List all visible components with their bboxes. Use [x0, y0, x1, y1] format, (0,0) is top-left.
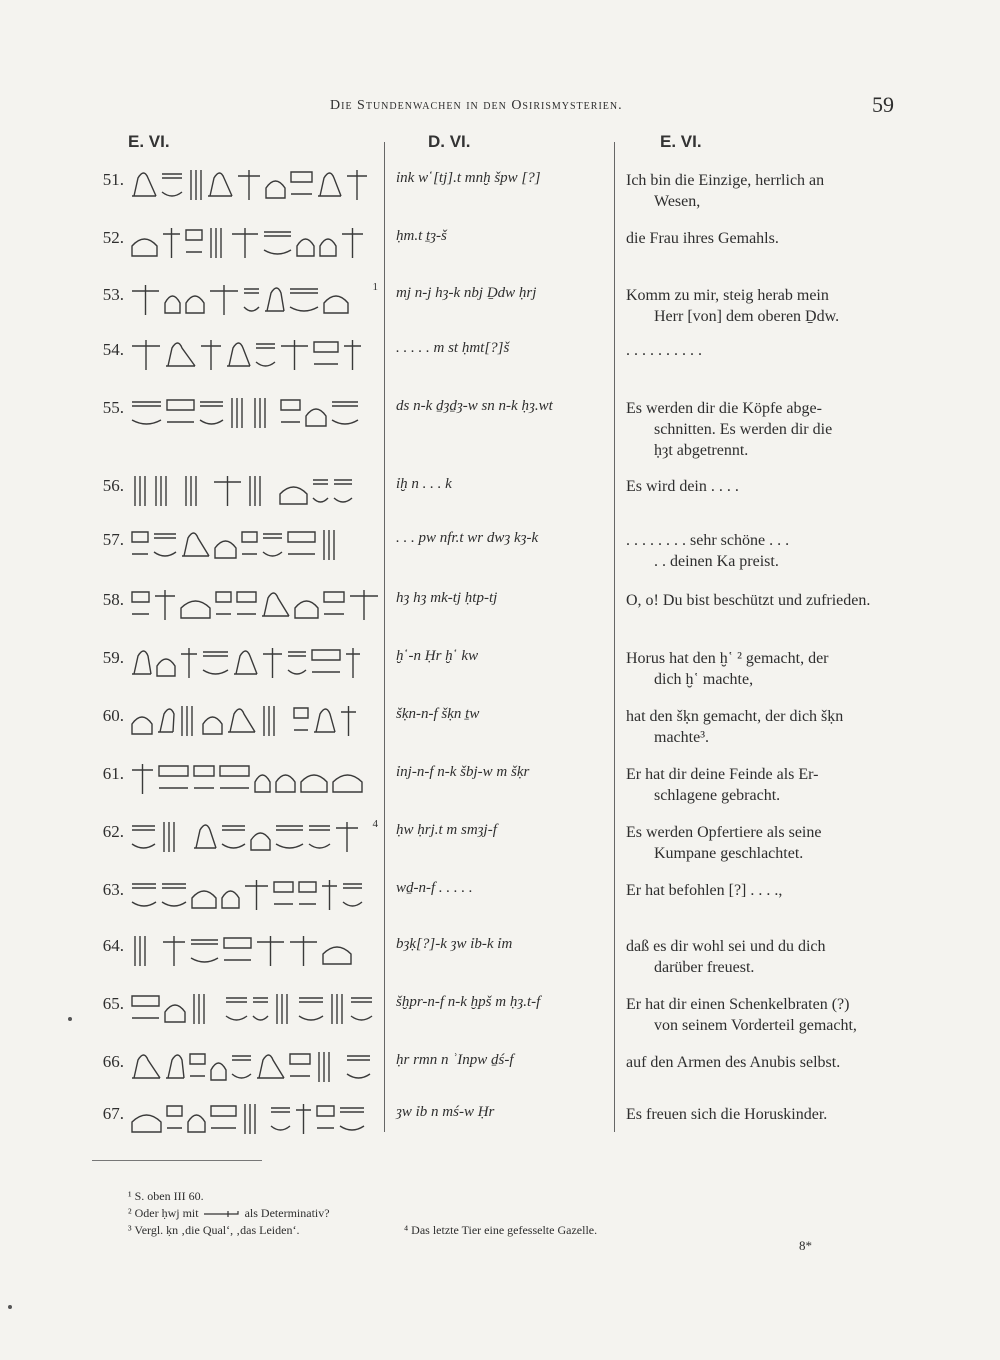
hieroglyph-group-icon [128, 586, 378, 626]
transliteration: . . . pw nfr.t wr dwȝ kȝ-k [396, 530, 539, 546]
hieroglyph-group-icon [128, 336, 378, 376]
line-number: 53. [102, 285, 124, 304]
hieroglyphs [128, 336, 378, 376]
transliteration: ds n-k ḏȝḏȝ-w sn n-k ḥȝ.wt [396, 398, 553, 414]
hieroglyphs [128, 644, 378, 684]
translation [626, 764, 896, 806]
ink-spot [8, 1305, 12, 1309]
translation [626, 476, 896, 497]
column-header-left: E. VI. [128, 132, 170, 151]
transliteration: ḥm.t ṯȝ-š [396, 228, 447, 244]
line-number: 66. [102, 1052, 124, 1071]
hieroglyph-group-icon [128, 526, 378, 566]
line-number: 65. [102, 994, 124, 1013]
transliteration: hȝ hȝ mk-tj ḥtp-tj [396, 590, 498, 606]
transliteration: ỉnk w῾[tj].t mnḫ špw [?] [396, 170, 541, 186]
ink-spot [68, 1017, 72, 1021]
line-number: 56. [102, 476, 124, 495]
hieroglyph-group-icon [128, 1048, 378, 1088]
hieroglyph-group-icon [128, 472, 378, 512]
line-number: 61. [102, 764, 124, 783]
line-number: 58. [102, 590, 124, 609]
hieroglyphs [128, 818, 378, 858]
footnote-ref: 1 [372, 281, 378, 293]
translation-line: Es freuen sich die Horuskinder. [626, 1106, 828, 1123]
transliteration: bȝḳ[?]-k ȝw ỉb-k ỉm [396, 936, 513, 952]
hieroglyph-group-icon [128, 990, 378, 1030]
translation [626, 1104, 896, 1125]
translation-line: . . . . . . . . sehr schöne . . . [626, 532, 790, 549]
header-title: Die Stundenwachen in den Osirismysterien. [330, 98, 623, 113]
translation-line: schnitten. Es werden dir die [654, 421, 833, 438]
translation-line: die Frau ihres Gemahls. [626, 230, 779, 247]
translation-line: von seinem Vorderteil gemacht, [654, 1017, 857, 1034]
hieroglyphs [128, 932, 378, 972]
transliteration: šḳn-n-f šḳn ṯw [396, 706, 480, 722]
translation-line: O, o! Du bist beschützt und zufrieden. [626, 592, 871, 609]
translation-line: Es werden dir die Köpfe abge- [626, 400, 822, 417]
translation-line: Er hat dir deine Feinde als Er- [626, 766, 819, 783]
footnote-4: ⁴ Das letzte Tier eine gefesselte Gazelle. [404, 1223, 598, 1237]
hieroglyph-group-icon [128, 702, 378, 742]
hieroglyphs [128, 166, 378, 206]
translation-line: Er hat dir einen Schenkelbraten (?) [626, 996, 850, 1013]
transliteration: ỉnj-n-f n-k šbj-w m šḳr [396, 764, 530, 780]
hieroglyphs [128, 281, 378, 321]
translation [626, 880, 896, 901]
transliteration: ḥw ḥrj.t m smȝj-f [396, 822, 497, 838]
translation-line: ḥȝt abgetrennt. [654, 442, 749, 459]
line-number: 55. [102, 398, 124, 417]
hieroglyph-group-icon [128, 760, 378, 800]
column-header-middle: D. VI. [428, 132, 471, 151]
hieroglyphs [128, 224, 378, 264]
translation-line: Horus hat den ḫ῾ ² gemacht, der [626, 650, 829, 667]
hieroglyph-group-icon [128, 644, 378, 684]
hieroglyphs [128, 876, 378, 916]
translation-line: Wesen, [654, 193, 701, 210]
page-number: 59 [872, 92, 894, 117]
transliteration: wḏ-n-f . . . . . [396, 880, 473, 896]
translation-line: . . deinen Ka preist. [654, 553, 779, 570]
translation-line: Kumpane geschlachtet. [654, 845, 804, 862]
footnote-rule [92, 1160, 262, 1161]
hieroglyphs [128, 586, 378, 626]
column-divider-left [384, 142, 385, 1132]
transliteration: ỉḫ n . . . k [396, 476, 452, 492]
hieroglyphs [128, 394, 378, 434]
column-header-right: E. VI. [660, 132, 702, 151]
translation-line: schlagene gebracht. [654, 787, 781, 804]
line-number: 52. [102, 228, 124, 247]
line-number: 59. [102, 648, 124, 667]
translation-line: Es wird dein . . . . [626, 478, 739, 495]
footnote-2-tail: als Determinativ? [244, 1206, 330, 1220]
line-number: 54. [102, 340, 124, 359]
hieroglyph-group-icon [128, 281, 378, 321]
translation-line: Er hat befohlen [?] . . . ., [626, 882, 783, 899]
hieroglyph-group-icon [128, 394, 378, 434]
translation-line: . . . . . . . . . . [626, 342, 702, 359]
translation [626, 285, 896, 327]
footnote-2 [128, 1205, 330, 1221]
translation-line: darüber freuest. [654, 959, 755, 976]
transliteration: ḥr rmn n ʾInpw ḏś-f [396, 1052, 514, 1068]
translation-line: Herr [von] dem oberen Ḏdw. [654, 308, 840, 325]
hieroglyph-group-icon [128, 166, 378, 206]
hieroglyph-group-icon [128, 818, 378, 858]
signature-mark: 8* [799, 1238, 812, 1253]
hieroglyphs [128, 526, 378, 566]
translation-line: Ich bin die Einzige, herrlich an [626, 172, 825, 189]
translation-line: Es werden Opfertiere als seine [626, 824, 822, 841]
footnote-3: ³ Vergl. ḳn ‚die Qual‘, ‚das Leiden‘. [128, 1223, 300, 1237]
column-divider-right [614, 142, 615, 1132]
translation [626, 590, 896, 611]
translation [626, 398, 896, 461]
translation [626, 170, 896, 212]
translation-line: auf den Armen des Anubis selbst. [626, 1054, 841, 1071]
translation-line: machte³. [654, 729, 709, 746]
line-number: 63. [102, 880, 124, 899]
translation [626, 340, 896, 361]
hieroglyph-group-icon [128, 224, 378, 264]
transliteration: ḫ῾-n Ḥr ḫ῾ kw [396, 648, 479, 664]
transliteration: mj n-j hȝ-k nbj Ḏdw ḥrj [396, 285, 537, 301]
translation [626, 994, 896, 1036]
hieroglyph-group-icon [128, 1100, 378, 1140]
line-number: 67. [102, 1104, 124, 1123]
hieroglyphs [128, 1048, 378, 1088]
footnote-1: ¹ S. oben III 60. [128, 1189, 204, 1203]
footnote-ref: 4 [372, 818, 378, 830]
translation-line: dich ḫ῾ machte, [654, 671, 754, 688]
translation-line: Komm zu mir, steig herab mein [626, 287, 829, 304]
sword-glyph-icon [202, 1209, 242, 1219]
translation-line: hat den šḳn gemacht, der dich šḳn [626, 708, 844, 725]
line-number: 62. [102, 822, 124, 841]
running-header [0, 92, 1000, 122]
hieroglyphs [128, 472, 378, 512]
hieroglyphs [128, 760, 378, 800]
hieroglyph-group-icon [128, 932, 378, 972]
footnote-2-text: ² Oder ḥwj mit [128, 1206, 199, 1220]
translation [626, 1052, 896, 1073]
line-number: 51. [102, 170, 124, 189]
translation [626, 936, 896, 978]
translation [626, 648, 896, 690]
translation-line: daß es dir wohl sei und du dich [626, 938, 826, 955]
hieroglyphs [128, 1100, 378, 1140]
transliteration: . . . . . m st ḥmt[?]š [396, 340, 510, 356]
translation [626, 706, 896, 748]
transliteration: šḫpr-n-f n-k ḫpš m ḥȝ.t-f [396, 994, 541, 1010]
translation [626, 530, 896, 572]
line-number: 64. [102, 936, 124, 955]
transliteration: ȝw ỉb n mś-w Ḥr [396, 1104, 495, 1120]
translation [626, 228, 896, 249]
line-number: 57. [102, 530, 124, 549]
hieroglyphs [128, 990, 378, 1030]
line-number: 60. [102, 706, 124, 725]
hieroglyphs [128, 702, 378, 742]
translation [626, 822, 896, 864]
hieroglyph-group-icon [128, 876, 378, 916]
